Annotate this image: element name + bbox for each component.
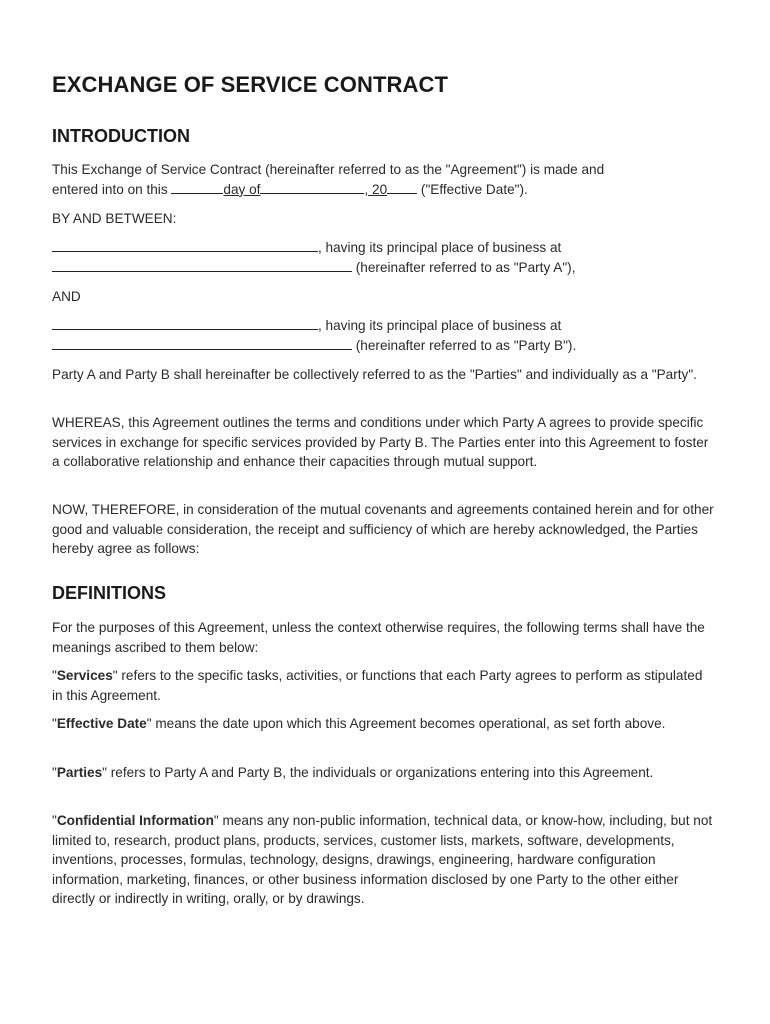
- intro-line-2: [52, 180, 718, 200]
- definition-effective-date-text: " means the date upon which this Agreement becomes operational, as set forth above.: [146, 716, 666, 731]
- party-a-block: [52, 238, 718, 277]
- and-separator: AND: [52, 289, 81, 304]
- definition-confidential-information: "Confidential Information" means any non-public information, technical data, or know-how, including, but not limited to, research, product plans, products, services, customer lists, markets, software, developments, inventions, processes, formulas, technology, designs, drawings, engineering, hardware configuration information, marketing, finances, or other business information disclosed by one Party to the other either directly or indirectly in writing, orally, or by drawings.: [52, 813, 713, 907]
- date-month-blank[interactable]: [260, 180, 364, 194]
- definition-services: "Services" refers to the specific tasks, activities, or functions that each Party agrees to perform as stipulated in this Agreement.: [52, 668, 703, 703]
- party-b-name-blank[interactable]: [52, 316, 318, 330]
- term-confidential-information: Confidential Information: [56, 813, 214, 828]
- definitions-heading: DEFINITIONS: [52, 583, 167, 603]
- collective-paragraph: Party A and Party B shall hereinafter be collectively referred to as the "Parties" and individually as a "Party".: [52, 367, 697, 382]
- party-a-line-2: [52, 258, 718, 278]
- date-year-prefix: , 20: [364, 181, 388, 197]
- introduction-heading: INTRODUCTION: [52, 126, 190, 146]
- party-b-line-2-text: (hereinafter referred to as "Party B").: [355, 337, 577, 353]
- definition-effective-date: "Effective Date" means the date upon which this Agreement becomes operational, as set forth above.: [52, 716, 666, 731]
- whereas-paragraph: WHEREAS, this Agreement outlines the terms and conditions under which Party A agrees to provide specific services in exchange for specific services provided by Party B. The Parties enter into this Agreement to foster a collaborative relationship and enhance their capacities through mutual support.: [52, 415, 709, 470]
- by-and-between: BY AND BETWEEN:: [52, 211, 177, 226]
- intro-line-1: This Exchange of Service Contract (hereinafter referred to as the "Agreement") is made and: [52, 162, 605, 177]
- intro-paragraph: [52, 160, 718, 199]
- definition-parties: "Parties" refers to Party A and Party B, the individuals or organizations entering into this Agreement.: [52, 765, 654, 780]
- intro-line-2-suffix: ("Effective Date").: [420, 181, 528, 197]
- definition-services-text: " refers to the specific tasks, activities, or functions that each Party agrees to perform as stipulated in this Agreement.: [52, 668, 703, 703]
- party-b-line-2: [52, 336, 718, 356]
- date-day-blank[interactable]: [171, 180, 223, 194]
- document-title: EXCHANGE OF SERVICE CONTRACT: [52, 72, 448, 97]
- party-b-line-1-text: , having its principal place of business at: [318, 318, 562, 333]
- definitions-intro: For the purposes of this Agreement, unless the context otherwise requires, the following terms shall have the meanings ascribed to them below:: [52, 620, 705, 655]
- date-day-of: day of: [223, 181, 261, 197]
- party-a-address-blank[interactable]: [52, 258, 352, 272]
- definition-confidential-information-text: " means any non-public information, technical data, or know-how, including, but not limited to, research, product plans, products, services, customer lists, markets, software, developments, inventions, processes, formulas, technology, designs, drawings, engineering, hardware configuration information, marketing, finances, or other business information disclosed by one Party to the other either directly or indirectly in writing, orally, or by drawings.: [52, 813, 713, 907]
- term-effective-date: Effective Date: [56, 716, 147, 731]
- term-services: Services: [56, 668, 113, 683]
- party-b-block: [52, 316, 718, 355]
- party-b-address-blank[interactable]: [52, 336, 352, 350]
- definition-parties-text: " refers to Party A and Party B, the individuals or organizations entering into this Agreement.: [102, 765, 654, 780]
- party-b-line-1: [52, 316, 718, 336]
- party-a-line-2-text: (hereinafter referred to as "Party A"),: [355, 259, 576, 275]
- party-a-name-blank[interactable]: [52, 238, 318, 252]
- party-a-line-1: [52, 238, 718, 258]
- now-therefore-paragraph: NOW, THEREFORE, in consideration of the mutual covenants and agreements contained herein and for other good and valuable consideration, the receipt and sufficiency of which are hereby acknowledged, the Parties hereby agree as follows:: [52, 502, 714, 557]
- term-parties: Parties: [56, 765, 103, 780]
- party-a-line-1-text: , having its principal place of business at: [318, 240, 562, 255]
- intro-line-2-prefix: entered into on this: [52, 181, 168, 197]
- date-year-blank[interactable]: [387, 180, 417, 194]
